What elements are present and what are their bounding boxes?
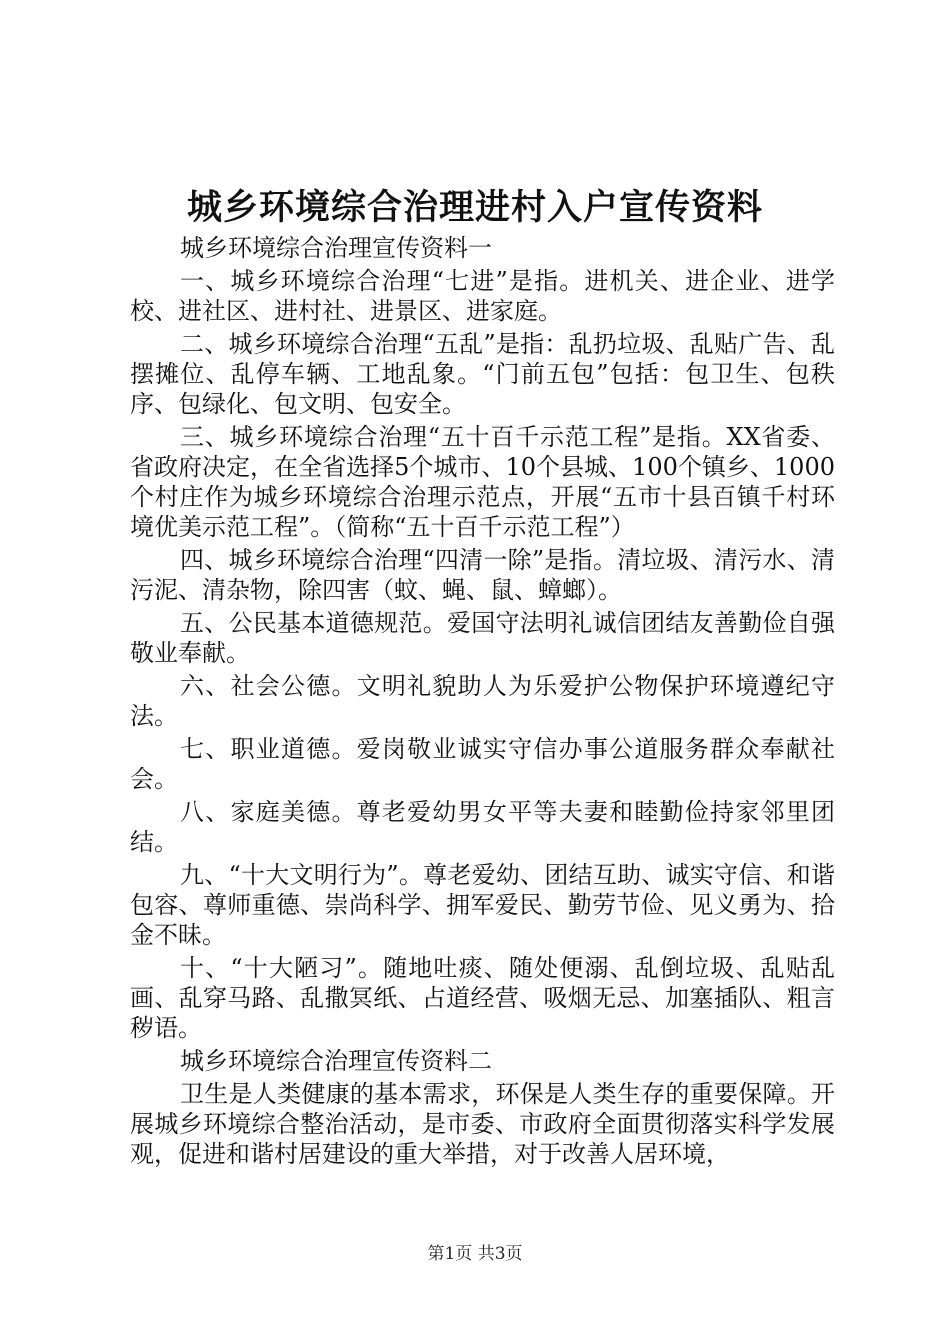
paragraph-item-4: 四、城乡环境综合治理“四清一除”是指。清垃圾、清污水、清污泥、清杂物，除四害（蚊、蝇、鼠、蟑螂）。 [130, 546, 835, 604]
paragraph-item-1: 一、城乡环境综合治理“七进”是指。进机关、进企业、进学校、进社区、进村社、进景区、进家庭。 [130, 267, 835, 325]
paragraph-item-9: 九、“十大文明行为”。尊老爱幼、团结互助、诚实守信、和谐包容、尊师重德、崇尚科学、拥军爱民、勤劳节俭、见义勇为、拾金不昧。 [130, 861, 835, 949]
paragraph-item-6: 六、社会公德。文明礼貌助人为乐爱护公物保护环境遵纪守法。 [130, 672, 835, 730]
paragraph-item-7: 七、职业道德。爱岗敬业诚实守信办事公道服务群众奉献社会。 [130, 735, 835, 793]
paragraph-intro: 卫生是人类健康的基本需求，环保是人类生存的重要保障。开展城乡环境综合整治活动，是市委、市政府全面贯彻落实科学发展观，促进和谐村居建设的重大举措，对于改善人居环境， [130, 1080, 835, 1168]
paragraph-item-2: 二、城乡环境综合治理“五乱”是指：乱扔垃圾、乱贴广告、乱摆摊位、乱停车辆、工地乱象。“门前五包”包括：包卫生、包秩序、包绿化、包文明、包安全。 [130, 330, 835, 418]
section-heading-one: 城乡环境综合治理宣传资料一 [180, 234, 492, 262]
document-body [130, 233, 835, 1172]
paragraph-item-5: 五、公民基本道德规范。爱国守法明礼诚信团结友善勤俭自强敬业奉献。 [130, 609, 835, 667]
document-title: 城乡环境综合治理进村入户宣传资料 [186, 187, 763, 228]
section-heading-two: 城乡环境综合治理宣传资料二 [180, 1047, 492, 1075]
paragraph-item-10: 十、“十大陋习”。随地吐痰、随处便溺、乱倒垃圾、乱贴乱画、乱穿马路、乱撒冥纸、占道经营、吸烟无忌、加塞插队、粗言秽语。 [130, 954, 835, 1042]
page-footer: 第1页 共3页 [427, 1244, 523, 1264]
paragraph-item-8: 八、家庭美德。尊老爱幼男女平等夫妻和睦勤俭持家邻里团结。 [130, 798, 835, 856]
paragraph-item-3: 三、城乡环境综合治理“五十百千示范工程”是指。XX省委、省政府决定，在全省选择5个城市、10个县城、100个镇乡、1000个村庄作为城乡环境综合治理示范点，开展“五市十县百镇千村环境优美示范工程”。（简称“五十百千示范工程”） [130, 423, 835, 541]
